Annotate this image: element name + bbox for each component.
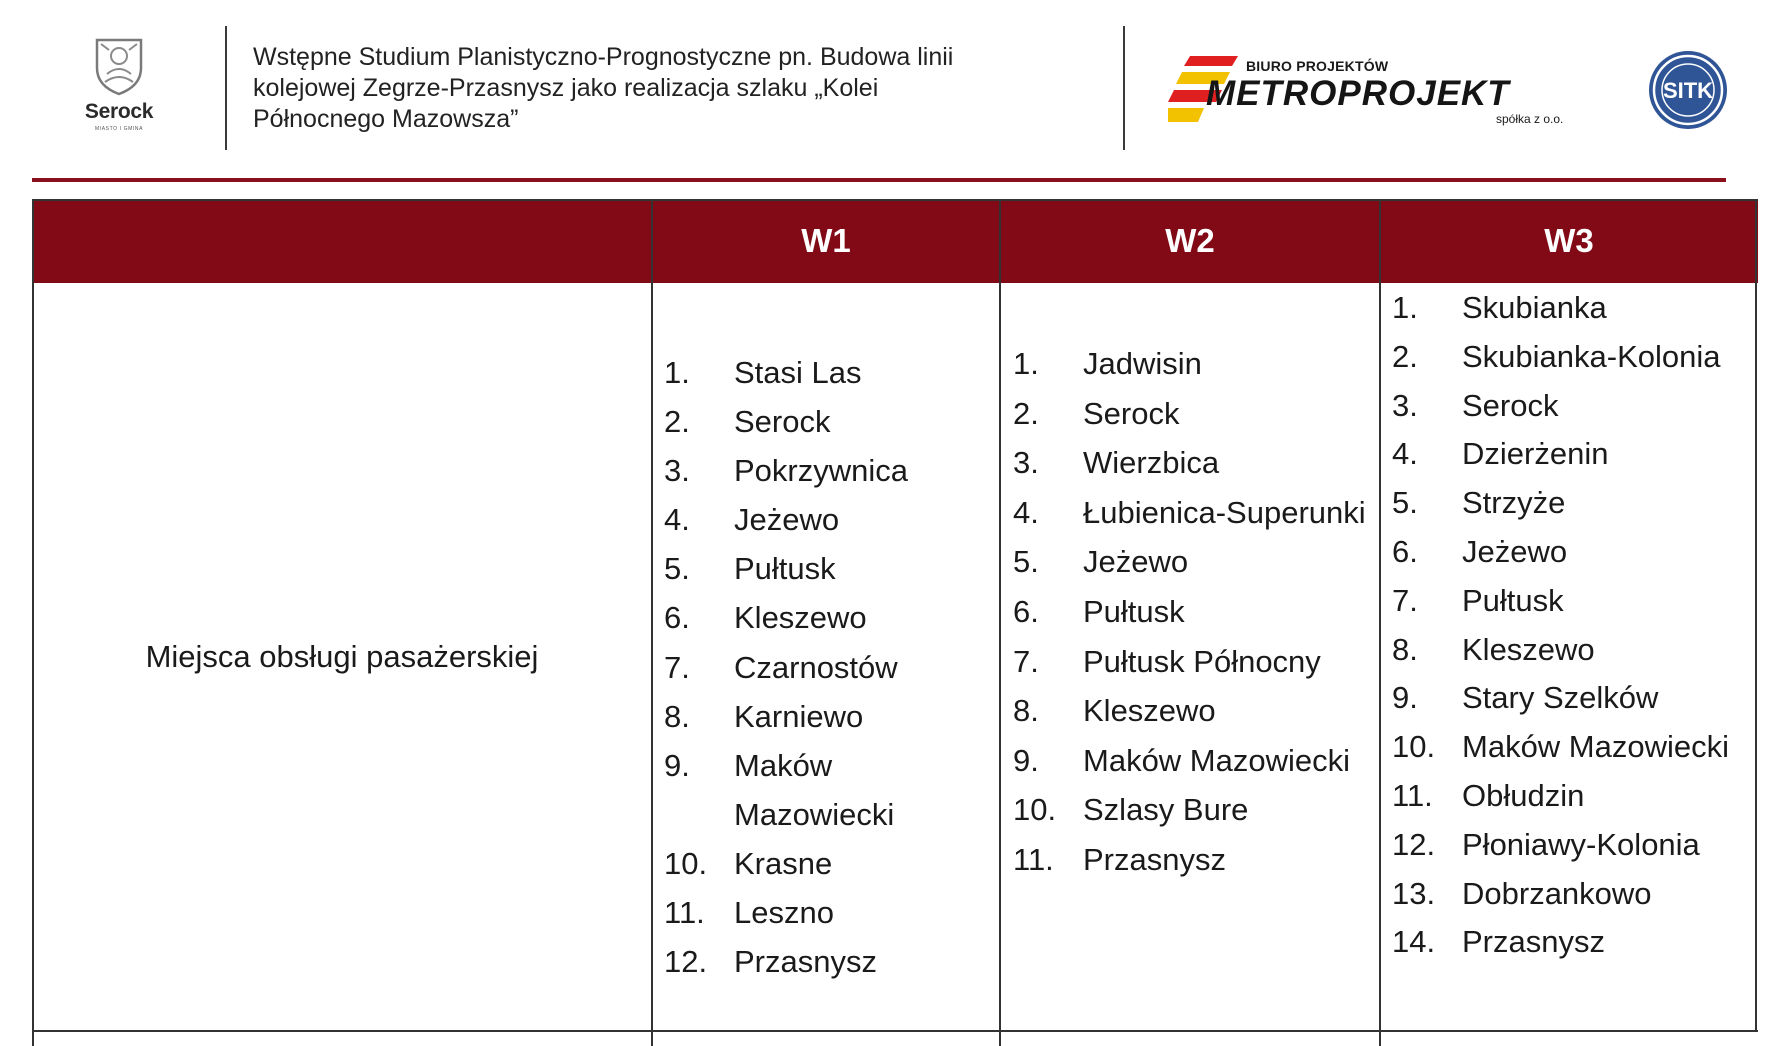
serock-crest-icon bbox=[91, 34, 147, 96]
station-number: 8. bbox=[1392, 631, 1418, 667]
station-name: Przasnysz bbox=[1083, 841, 1226, 877]
station-number: 5. bbox=[1013, 544, 1039, 580]
header-cell-w2: W2 bbox=[1165, 222, 1215, 259]
station-item bbox=[1013, 339, 1373, 389]
column-divider bbox=[1379, 199, 1381, 1046]
station-item bbox=[1392, 382, 1752, 431]
station-number: 10. bbox=[1392, 729, 1436, 765]
header-divider bbox=[225, 26, 227, 150]
station-item bbox=[1013, 587, 1373, 637]
station-item bbox=[664, 643, 994, 692]
station-name: Skubianka-Kolonia bbox=[1462, 338, 1721, 374]
station-name: Jeżewo bbox=[734, 502, 840, 538]
document-title bbox=[253, 42, 1093, 135]
table-border-right bbox=[1755, 199, 1757, 1031]
station-list-w1 bbox=[664, 348, 994, 986]
station-item bbox=[1392, 674, 1752, 723]
station-item bbox=[1392, 723, 1752, 772]
station-item bbox=[664, 446, 994, 495]
station-number: 1. bbox=[664, 355, 690, 390]
sitk-logo-icon bbox=[1645, 47, 1731, 133]
station-name: Maków Mazowiecki bbox=[734, 747, 895, 832]
station-name: Kleszewo bbox=[1083, 693, 1216, 729]
station-name: Dobrzankowo bbox=[1462, 875, 1652, 911]
station-name: Leszno bbox=[734, 895, 834, 931]
station-item bbox=[1013, 736, 1373, 786]
station-name: Przasnysz bbox=[1462, 924, 1605, 960]
station-number: 5. bbox=[1392, 485, 1418, 521]
station-name: Kleszewo bbox=[734, 600, 867, 636]
station-number: 9. bbox=[664, 747, 690, 783]
title-line-2: kolejowej Zegrze-Przasnysz jako realizacja szlaku „Kolei bbox=[253, 74, 879, 102]
station-item bbox=[1392, 430, 1752, 479]
station-name: Strzyże bbox=[1462, 485, 1566, 521]
station-number: 7. bbox=[664, 649, 690, 685]
station-number: 8. bbox=[1013, 693, 1039, 729]
station-number: 2. bbox=[1013, 395, 1039, 431]
header-cell-w1: W1 bbox=[801, 222, 851, 259]
station-number: 7. bbox=[1013, 643, 1039, 679]
title-line-1: Wstępne Studium Planistyczno-Prognostyczne pn. Budowa linii bbox=[253, 43, 954, 71]
station-item bbox=[664, 495, 994, 544]
station-name: Pułtusk bbox=[1462, 582, 1564, 618]
station-number: 12. bbox=[1392, 826, 1436, 862]
document-header bbox=[0, 0, 1772, 160]
station-number: 9. bbox=[1392, 680, 1418, 716]
station-item bbox=[664, 839, 994, 888]
station-item bbox=[1392, 918, 1752, 967]
station-number: 6. bbox=[1013, 593, 1039, 629]
station-name: Karniewo bbox=[734, 698, 864, 734]
station-name: Serock bbox=[1462, 387, 1559, 423]
station-number: 8. bbox=[664, 698, 690, 734]
metroprojekt-top-text: BIURO PROJEKTÓW bbox=[1246, 58, 1389, 74]
station-item bbox=[1392, 284, 1752, 333]
station-item bbox=[664, 544, 994, 593]
header-cell-w3: W3 bbox=[1544, 222, 1594, 259]
station-item bbox=[1013, 686, 1373, 736]
serock-logo-name: Serock bbox=[84, 100, 154, 123]
station-name: Krasne bbox=[734, 845, 833, 881]
station-number: 3. bbox=[1013, 445, 1039, 481]
station-item bbox=[1392, 626, 1752, 675]
serock-logo bbox=[75, 34, 163, 144]
stations-table bbox=[32, 199, 1758, 1046]
station-item bbox=[1013, 438, 1373, 488]
station-number: 11. bbox=[664, 895, 705, 931]
header-cell-empty bbox=[32, 199, 652, 283]
station-item bbox=[664, 741, 994, 839]
station-name: Szlasy Bure bbox=[1083, 792, 1249, 828]
station-number: 13. bbox=[1392, 875, 1436, 911]
station-number: 3. bbox=[1392, 387, 1418, 423]
station-number: 4. bbox=[664, 502, 690, 538]
station-item bbox=[1013, 637, 1373, 687]
station-name: Pułtusk bbox=[1083, 593, 1185, 629]
station-name: Jeżewo bbox=[1083, 544, 1189, 580]
station-number: 4. bbox=[1392, 436, 1418, 472]
station-number: 1. bbox=[1013, 346, 1039, 381]
station-name: Dzierżenin bbox=[1462, 436, 1609, 472]
station-number: 4. bbox=[1013, 494, 1039, 530]
header-divider bbox=[1123, 26, 1125, 150]
station-name: Wierzbica bbox=[1083, 445, 1220, 481]
metroprojekt-bottom-text: spółka z o.o. bbox=[1496, 112, 1564, 126]
station-number: 3. bbox=[664, 453, 690, 489]
serock-logo-subtitle: MIASTO I GMINA bbox=[94, 126, 144, 132]
station-name: Obłudzin bbox=[1462, 777, 1585, 813]
station-item bbox=[664, 692, 994, 741]
station-name: Kleszewo bbox=[1462, 631, 1595, 667]
station-number: 2. bbox=[664, 404, 690, 440]
station-item bbox=[664, 593, 994, 642]
station-item bbox=[664, 937, 994, 986]
station-item bbox=[1392, 577, 1752, 626]
station-name: Serock bbox=[1083, 395, 1180, 431]
station-number: 6. bbox=[1392, 533, 1418, 569]
station-item bbox=[1392, 870, 1752, 919]
station-list-w3 bbox=[1392, 284, 1752, 967]
station-number: 2. bbox=[1392, 338, 1418, 374]
station-item bbox=[1392, 821, 1752, 870]
station-number: 14. bbox=[1392, 924, 1436, 960]
station-number: 9. bbox=[1013, 742, 1039, 778]
station-name: Stary Szelków bbox=[1462, 680, 1659, 716]
station-item bbox=[664, 397, 994, 446]
station-name: Maków Mazowiecki bbox=[1462, 729, 1730, 765]
sitk-logo-text: SITK bbox=[1662, 78, 1714, 103]
station-item bbox=[1013, 835, 1373, 885]
station-item bbox=[664, 348, 994, 397]
station-item bbox=[1392, 333, 1752, 382]
station-name: Pułtusk bbox=[734, 551, 836, 587]
station-item bbox=[1013, 537, 1373, 587]
station-name: Łubienica-Superunki bbox=[1083, 494, 1366, 530]
station-number: 10. bbox=[1013, 792, 1057, 828]
title-line-3: Północnego Mazowsza” bbox=[253, 105, 519, 133]
metroprojekt-wordmark: METROPROJEKT bbox=[1206, 74, 1510, 113]
station-name: Pułtusk Północny bbox=[1083, 643, 1321, 679]
station-number: 5. bbox=[664, 551, 690, 587]
station-number: 10. bbox=[664, 845, 708, 881]
station-name: Jadwisin bbox=[1083, 346, 1202, 381]
station-name: Jeżewo bbox=[1462, 533, 1568, 569]
table-border-top bbox=[32, 199, 1758, 201]
station-name: Płoniawy-Kolonia bbox=[1462, 826, 1700, 862]
station-item bbox=[1392, 479, 1752, 528]
station-name: Przasnysz bbox=[734, 944, 877, 980]
station-number: 11. bbox=[1392, 777, 1433, 813]
station-name: Pokrzywnica bbox=[734, 453, 908, 489]
metroprojekt-logo bbox=[1168, 52, 1598, 128]
station-number: 7. bbox=[1392, 582, 1418, 618]
station-name: Czarnostów bbox=[734, 649, 898, 685]
station-number: 6. bbox=[664, 600, 690, 636]
station-name: Maków Mazowiecki bbox=[1083, 742, 1351, 778]
station-item bbox=[1013, 785, 1373, 835]
station-item bbox=[664, 888, 994, 937]
station-number: 11. bbox=[1013, 841, 1054, 877]
station-number: 12. bbox=[664, 944, 708, 980]
station-item bbox=[1013, 488, 1373, 538]
row-label-passenger-stops: Miejsca obsługi pasażerskiej bbox=[145, 639, 539, 674]
station-name: Serock bbox=[734, 404, 831, 440]
station-item bbox=[1013, 389, 1373, 439]
station-number: 1. bbox=[1392, 290, 1418, 325]
column-divider bbox=[999, 199, 1001, 1046]
station-item bbox=[1392, 528, 1752, 577]
station-name: Skubianka bbox=[1462, 290, 1607, 325]
station-name: Stasi Las bbox=[734, 355, 862, 390]
station-list-w2 bbox=[1013, 339, 1373, 885]
header-red-rule bbox=[32, 178, 1726, 182]
station-item bbox=[1392, 772, 1752, 821]
